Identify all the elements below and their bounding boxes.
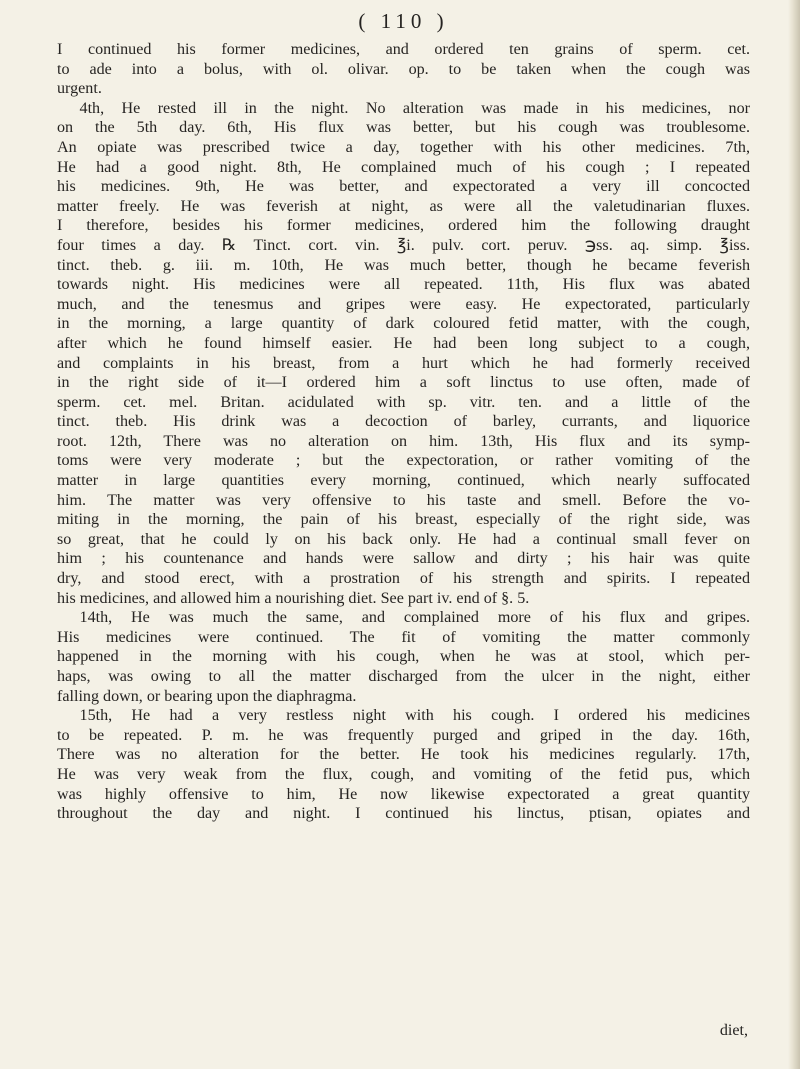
text-line: dry, and stood erect, with a prostration of his strength and spirits. I repeated [57, 570, 750, 588]
page-number-header: ( 110 ) [358, 9, 449, 33]
text-line: root. 12th, There was no alteration on him. 13th, His flux and its symp- [57, 432, 750, 450]
text-line: matter in large quantities every morning, continued, which nearly suffocated [57, 472, 750, 490]
text-line: miting in the morning, the pain of his breast, especially of the right side, was [57, 511, 750, 529]
text-line: matter freely. He was feverish at night, as were all the valetudinarian fluxes. [57, 197, 750, 215]
text-line: to ade into a bolus, with ol. olivar. op. to be taken when the cough was [57, 60, 750, 78]
text-line: falling down, or bearing upon the diaphragma. [57, 687, 357, 705]
text-line: towards night. His medicines were all repeated. 11th, His flux was abated [57, 276, 750, 294]
text-line: four times a day. ℞ Tinct. cort. vin. ℥i. pulv. cort. peruv. ℈ss. aq. simp. ℥iss. [57, 236, 750, 254]
text-line: He was very weak from the flux, cough, and vomiting of the fetid pus, which [57, 765, 750, 783]
text-line: much, and the tenesmus and gripes were easy. He expectorated, particularly [57, 295, 750, 313]
text-line: An opiate was prescribed twice a day, together with his other medicines. 7th, [57, 138, 750, 156]
text-line: haps, was owing to all the matter discharged from the ulcer in the night, either [57, 668, 750, 685]
text-line: There was no alteration for the better. He took his medicines regularly. 17th, [57, 746, 750, 764]
text-line: toms were very moderate ; but the expectoration, or rather vomiting of the [57, 452, 750, 470]
text-line: I continued his former medicines, and ordered ten grains of sperm. cet. [57, 41, 750, 58]
text-line: him ; his countenance and hands were sallow and dirty ; his hair was quite [57, 550, 750, 568]
text-line: sperm. cet. mel. Britan. acidulated with sp. vitr. ten. and a little of the [57, 393, 750, 411]
paragraph-3 [57, 608, 750, 706]
catchword: diet, [719, 1022, 748, 1039]
page-edge-shadow [788, 0, 800, 1069]
paragraph-1 [57, 40, 750, 99]
text-line: so great, that he could ly on his back only. He had a continual small fever on [57, 530, 750, 548]
text-line: in the morning, a large quantity of dark coloured fetid matter, with the cough, [57, 315, 750, 333]
text-line: after which he found himself easier. He had been long subject to a cough, [57, 334, 750, 352]
text-line: I therefore, besides his former medicines, ordered him the following draught [57, 217, 750, 235]
text-line: His medicines were continued. The fit of vomiting the matter commonly [57, 628, 750, 646]
paragraph-4 [57, 706, 750, 824]
paragraph-2 [57, 99, 750, 608]
text-line: on the 5th day. 6th, His flux was better, but his cough was troublesome. [57, 119, 750, 137]
text-line: 14th, He was much the same, and complained more of his flux and gripes. [79, 609, 750, 627]
text-line: tinct. theb. His drink was a decoction of barley, currants, and liquorice [57, 413, 750, 431]
text-line: 4th, He rested ill in the night. No alteration was made in his medicines, nor [79, 99, 750, 117]
text-line: was highly offensive to him, He now likewise expectorated a great quantity [57, 785, 750, 803]
text-line: and complaints in his breast, from a hurt which he had formerly received [57, 354, 750, 372]
text-line: 15th, He had a very restless night with his cough. I ordered his medicines [79, 707, 750, 725]
text-line: throughout the day and night. I continued his linctus, ptisan, opiates and [57, 805, 750, 823]
text-line: happened in the morning with his cough, when he was at stool, which per- [57, 648, 750, 666]
text-line: to be repeated. P. m. he was frequently purged and griped in the day. 16th, [57, 726, 750, 744]
text-line: his medicines, and allowed him a nourishing diet. See part iv. end of §. 5. [57, 589, 530, 607]
text-line: him. The matter was very offensive to his taste and smell. Before the vo- [57, 491, 750, 509]
text-line: his medicines. 9th, He was better, and expectorated a very ill concocted [57, 178, 750, 196]
text-line: in the right side of it—I ordered him a soft linctus to use often, made of [57, 374, 750, 392]
text-line: urgent. [57, 80, 102, 98]
text-line: He had a good night. 8th, He complained much of his cough ; I repeated [57, 158, 750, 176]
text-line: tinct. theb. g. iii. m. 10th, He was much better, though he became feverish [57, 256, 750, 274]
